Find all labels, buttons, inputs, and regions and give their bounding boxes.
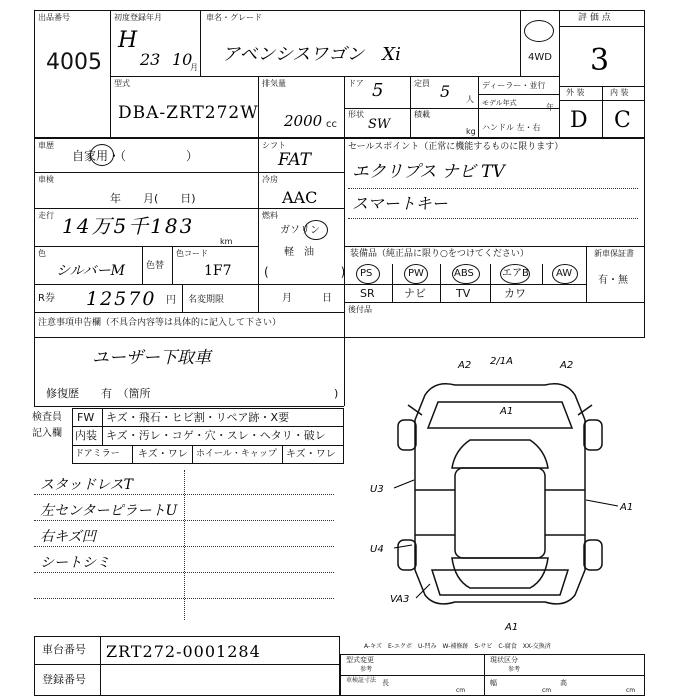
width-unit: cm — [542, 687, 552, 694]
diagram-mark-front-right: A2 — [560, 360, 574, 371]
remark-line-2: 左センターピラートU — [40, 503, 178, 519]
warranty-value: 有・無 — [598, 275, 628, 286]
equip-leather: カワ — [504, 287, 526, 300]
first-reg-era: H — [118, 28, 138, 53]
name-change-label: 名変期限 — [188, 295, 225, 305]
diagram-mark-left-front-door: U3 — [370, 484, 384, 495]
fuel-diesel: 軽 油 — [284, 247, 314, 258]
door-value: 5 — [372, 80, 384, 101]
current-class-label: 現状区分 — [490, 656, 518, 664]
equip-airbag: エアB — [502, 268, 529, 279]
recycle-label: R券 — [38, 293, 55, 304]
diagram-mark-right-side: A1 — [620, 502, 634, 513]
inspector-label-top: 検査員 — [32, 412, 62, 423]
color-code-label: 色コード — [176, 249, 208, 258]
chassis-value: ZRT272-0001284 — [106, 642, 261, 661]
shape-value: SW — [368, 117, 391, 132]
exterior-grade: D — [570, 108, 588, 133]
check-mirror-head: ドアミラー — [75, 449, 120, 459]
diagram-mark-hood: A1 — [500, 406, 514, 417]
displacement-label: 排気量 — [262, 79, 286, 88]
fuel-gasoline: ガソリン — [280, 225, 320, 236]
recycle-value: 12570 — [86, 288, 157, 310]
drive-4wd-label: 4WD — [528, 52, 552, 63]
length-label: 長 — [382, 679, 389, 687]
damage-legend: A-キズ E-エクボ U-凹み W-補修跡 S-サビ C-腐食 XX-交換済 — [364, 643, 551, 650]
diagram-mark-front: 2/1A — [490, 356, 513, 367]
check-wheel-items: キズ・ワレ — [286, 449, 336, 460]
first-reg-month: 10 — [172, 50, 193, 69]
displacement-unit: cc — [326, 119, 337, 130]
usage-value: 自家用・（ ） — [72, 149, 199, 163]
type-value: DBA-ZRT272W — [118, 103, 259, 123]
equip-tv: TV — [456, 287, 471, 300]
first-reg-year: 23 — [140, 50, 161, 69]
type-change-label: 型式変更 — [346, 656, 374, 664]
door-label: ドア — [348, 79, 364, 88]
repair-history-label: 修復歴 有 （箇所 — [46, 387, 151, 400]
model-year-unit: 年 — [546, 103, 554, 112]
mileage-value: 14万5千183 — [62, 214, 195, 238]
diagram-mark-rear-left: VA3 — [390, 594, 410, 605]
height-label: 高 — [560, 679, 567, 687]
notes-label: 注意事項申告欄（不具合内容等は具体的に記入して下さい） — [38, 318, 282, 328]
load-label: 積載 — [414, 110, 430, 119]
dimension-label: 車検証寸法 — [346, 677, 377, 684]
type-change-ref: 参考 — [360, 666, 373, 673]
color-value: シルバーM — [56, 263, 126, 279]
first-registration-label: 初度登録年月 — [114, 13, 162, 22]
check-interior-head: 内装 — [75, 429, 97, 442]
fuel-label: 燃料 — [262, 211, 278, 220]
capacity-unit: 人 — [466, 95, 474, 104]
warranty-label: 新車保証書 — [594, 249, 634, 258]
mileage-label: 走行 — [38, 211, 54, 220]
car-damage-diagram — [350, 340, 650, 640]
equip-abs: ABS — [454, 268, 474, 279]
check-fw-head: FW — [77, 411, 95, 424]
recycle-unit: 円 — [166, 295, 176, 306]
notes-value: ユーザー下取車 — [92, 348, 211, 368]
month-unit: 月 — [190, 63, 198, 72]
sales-point-label: セールスポイント（正常に機能するものに限ります） — [348, 142, 564, 152]
handle-label: ハンドル 左・右 — [482, 123, 541, 132]
check-wheel-head: ホイール・キャップ — [196, 449, 277, 459]
lot-number-label: 出品番号 — [38, 13, 70, 22]
color-label: 色 — [38, 249, 46, 258]
model-grade-value: アベンシスワゴン Xi — [222, 44, 401, 65]
remark-line-3: 右キズ凹 — [40, 529, 96, 545]
check-fw-items: キズ・飛石・ヒビ割・リペア跡・X要 — [106, 411, 290, 424]
color-code-value: 1F7 — [204, 263, 232, 279]
post-equipment-label: 後付品 — [348, 305, 372, 314]
rating-label: 評 価 点 — [578, 13, 611, 23]
equipment-label: 装備品（純正品に限り○をつけてください） — [350, 249, 529, 259]
mileage-unit: km — [220, 237, 233, 246]
name-change-fields: 月 日 — [282, 293, 332, 304]
rating-value: 3 — [590, 43, 610, 78]
lot-number-value: 4005 — [46, 50, 102, 75]
equip-aw: AW — [556, 268, 573, 279]
repair-history-close: ) — [334, 387, 339, 400]
model-year-label: モデル年式 — [482, 99, 517, 107]
equip-sr: SR — [360, 287, 375, 300]
load-unit: kg — [466, 127, 476, 136]
length-unit: cm — [456, 687, 466, 694]
inspector-label-bottom: 記入欄 — [32, 428, 62, 439]
shape-label: 形状 — [348, 110, 364, 119]
dealer-label: ディーラー・並行 — [482, 81, 546, 90]
color-change-label: 色替 — [146, 261, 165, 271]
diagram-mark-front-left: A2 — [458, 360, 472, 371]
displacement-value: 2000 — [284, 112, 323, 130]
diagram-mark-rear: A1 — [505, 622, 519, 633]
exterior-label: 外 装 — [566, 88, 585, 97]
chassis-label: 車台番号 — [42, 643, 86, 656]
sales-point-line2: スマートキー — [352, 194, 448, 213]
current-class-ref: 参考 — [508, 666, 521, 673]
equip-navi: ナビ — [404, 287, 426, 300]
height-unit: cm — [626, 687, 636, 694]
capacity-label: 定員 — [414, 79, 430, 88]
inspection-fields: 年 月( 日) — [110, 192, 196, 205]
inspection-label: 車検 — [38, 175, 54, 184]
shift-value: FAT — [278, 150, 312, 170]
capacity-value: 5 — [440, 82, 451, 101]
aircon-label: 冷房 — [262, 175, 278, 184]
remark-line-4: シートシミ — [40, 555, 110, 571]
check-interior-items: キズ・汚レ・コゲ・穴・スレ・ヘタリ・破レ — [106, 429, 326, 442]
usage-label: 車歴 — [38, 141, 54, 150]
width-label: 幅 — [490, 679, 497, 687]
type-label: 型式 — [114, 79, 130, 88]
remarks-area — [34, 470, 344, 630]
model-grade-label: 車名・グレード — [206, 13, 262, 22]
drive-stamp — [524, 20, 554, 42]
interior-grade: C — [614, 108, 631, 133]
interior-label: 内 装 — [610, 88, 629, 97]
remark-line-1: スタッドレスT — [40, 477, 133, 493]
check-mirror-items: キズ・ワレ — [138, 449, 188, 460]
equip-pw: PW — [408, 268, 424, 279]
aircon-value: AAC — [282, 188, 318, 207]
registration-label: 登録番号 — [42, 673, 86, 686]
shift-label: シフト — [262, 141, 286, 150]
sales-point-line1: エクリプス ナビ TV — [352, 162, 505, 182]
equip-ps: PS — [360, 268, 373, 279]
diagram-mark-left-rear-door: U4 — [370, 544, 384, 555]
